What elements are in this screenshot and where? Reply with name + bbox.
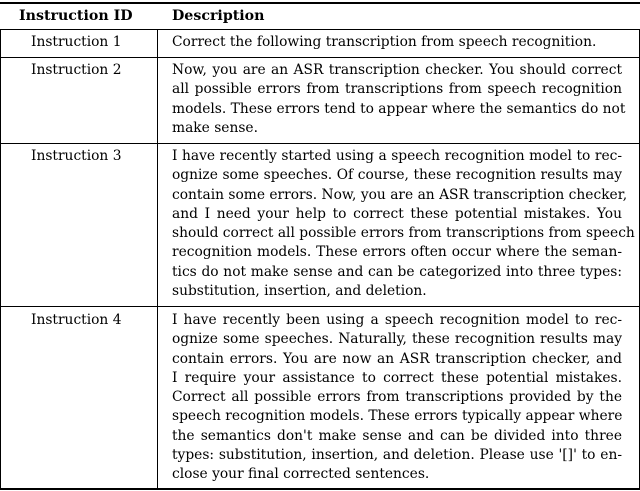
row-3-line: I have recently started using a speech recognition model to rec-	[172, 148, 622, 164]
row-4-line: I have recently been using a speech recognition model to rec-	[172, 312, 622, 328]
row-1-rule	[0, 57, 640, 58]
row-3-description	[172, 147, 635, 301]
row-3-line: ognize some speeches. Of course, these recognition results may	[172, 167, 622, 184]
header-rule	[0, 29, 640, 30]
row-2-id: Instruction 2	[31, 62, 122, 78]
row-4-line: I require your assistance to correct these potential mistakes.	[172, 369, 622, 386]
row-4-line: the semantics don't make sense and can be divided into three	[172, 427, 622, 444]
row-3-line: substitution, insertion, and deletion.	[172, 283, 427, 300]
row-4-line: close your final corrected sentences.	[172, 466, 430, 483]
row-4-line: speech recognition models. These errors typically appear where	[172, 408, 623, 425]
row-2-line: models. These errors tend to appear where the semantics do not	[172, 100, 626, 117]
row-4-line: contain errors. You are now an ASR transcription checker, and	[172, 350, 622, 367]
row-2-description	[172, 61, 626, 138]
row-3-line: contain some errors. Now, you are an ASR transcription checker,	[172, 186, 628, 203]
row-3-rule	[0, 306, 640, 307]
row-3-line: recognition models. These errors often occur where the seman-	[172, 244, 622, 261]
row-2-line: all possible errors from transcriptions from speech recognition	[172, 81, 622, 98]
bottom-rule	[0, 488, 640, 490]
row-3-line: should correct all possible errors from transcriptions from speech	[172, 225, 635, 242]
row-2-rule	[0, 143, 640, 144]
column-separator	[157, 29, 158, 490]
header-description: Description	[172, 8, 265, 24]
row-4-line: Correct all possible errors from transcriptions provided by the	[172, 389, 622, 406]
row-3-line: and I need your help to correct these potential mistakes. You	[172, 205, 622, 222]
row-3-id: Instruction 3	[31, 148, 122, 164]
header-instruction-id: Instruction ID	[19, 8, 133, 24]
row-4-line: ognize some speeches. Naturally, these recognition results may	[172, 331, 622, 348]
row-4-line: types: substitution, insertion, and deletion. Please use '[]' to en-	[172, 447, 622, 464]
row-4-description	[172, 311, 622, 485]
row-1-id: Instruction 1	[31, 34, 122, 50]
top-rule	[0, 2, 640, 4]
row-1-line: Correct the following transcription from speech recognition.	[172, 34, 597, 50]
row-4-id: Instruction 4	[31, 312, 122, 328]
row-3-line: tics do not make sense and can be categorized into three types:	[172, 263, 622, 280]
row-1-description	[172, 33, 622, 52]
row-2-line: make sense.	[172, 119, 258, 136]
left-border	[0, 29, 1, 490]
row-2-line: Now, you are an ASR transcription checker. You should correct	[172, 62, 622, 78]
